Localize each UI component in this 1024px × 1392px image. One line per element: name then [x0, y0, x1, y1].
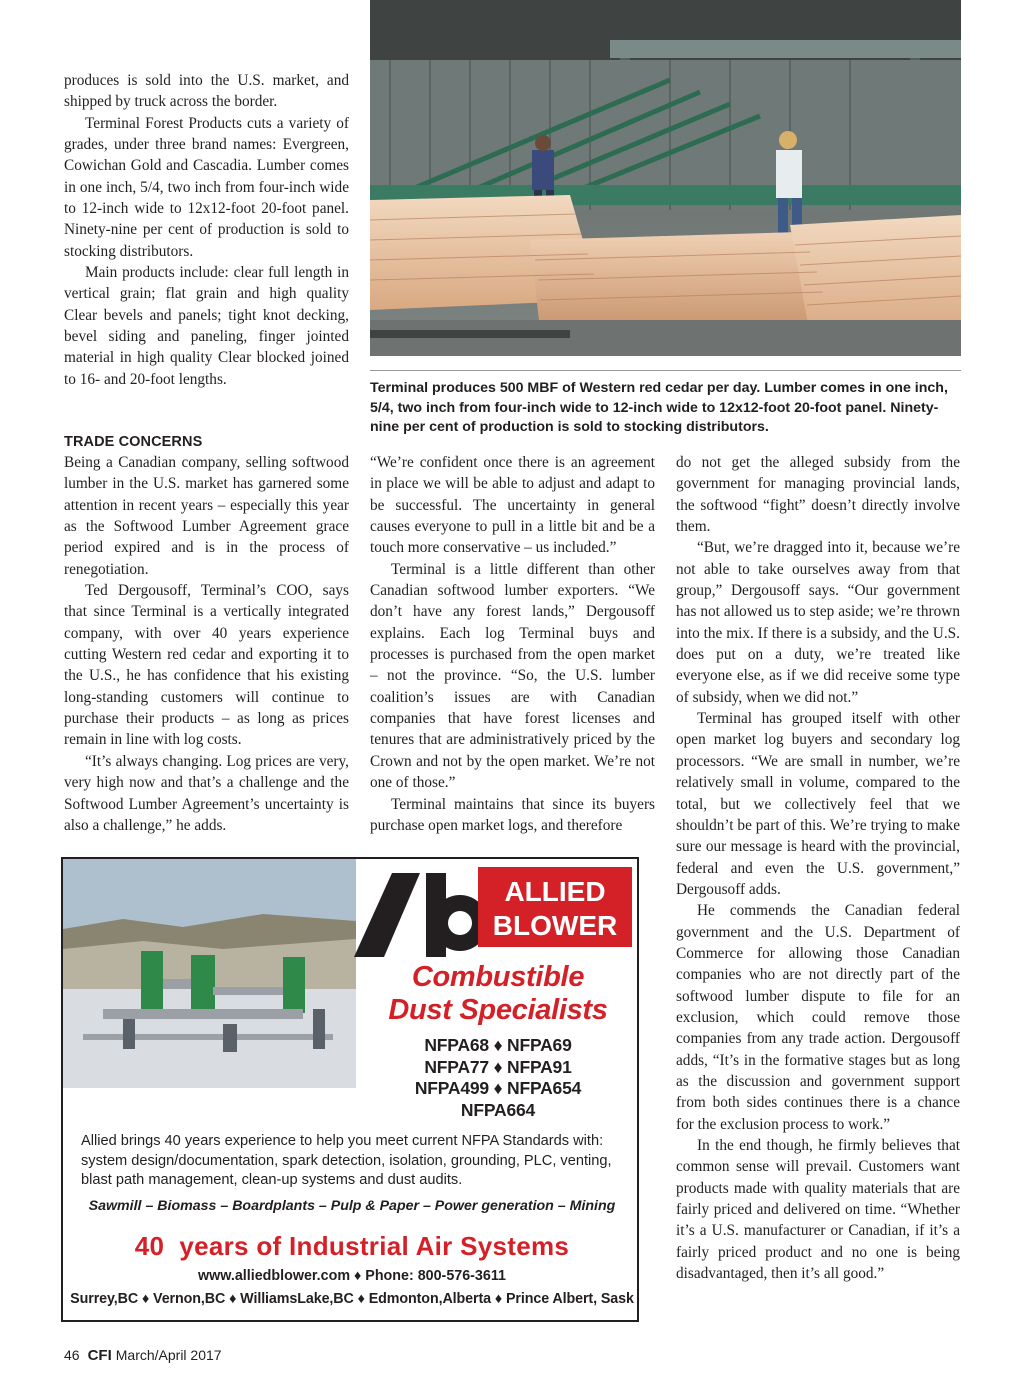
paragraph: In the end though, he firmly believes that common sense will prevail. Customers want products made with quality materials that are fairly priced and delivered on time. “Whether it’s a U.S. manufacturer or Canadian, if it’s a fairly priced product and no one is being disadvantaged, then it’s all good.”: [676, 1137, 960, 1283]
article-column-1-top: [64, 70, 349, 390]
ad-nfpa-standards: [373, 1035, 623, 1121]
ad-headline-line-1: Combustible: [411, 961, 585, 993]
standards-line: NFPA664: [460, 1099, 536, 1120]
sawmill-photo: [370, 0, 961, 356]
article-column-1-bottom: [64, 434, 349, 836]
paragraph: He commends the Canadian federal government and the U.S. Department of Commerce for allowing those Canadian companies who are not directly part of the softwood lumber dispute to file for an exclusion, which could remove those companies from any trade action. Dergousoff adds, “It’s in the formative stages but as long as the discussion and government support from both sides continues there is a chance for the exclusion process to work.”: [676, 902, 960, 1133]
ad-facility-photo: [63, 859, 356, 1088]
standards-line: NFPA499 ♦ NFPA654: [414, 1078, 582, 1099]
ad-headline: [363, 961, 633, 1027]
standards-line: NFPA77 ♦ NFPA91: [424, 1056, 572, 1077]
section-heading: TRADE CONCERNS: [64, 434, 203, 450]
issue-date: March/April 2017: [115, 1347, 222, 1363]
paragraph: “We’re confident once there is an agreement in place we will be able to adjust and adapt to be successful. The uncertainty in general causes everyone to pull in a little bit and be a touch more conservative – us included.”: [370, 454, 655, 557]
paragraph: Terminal Forest Products cuts a variety of grades, under three brand names: Evergreen, Cowichan Gold and Cascadia. Lumber comes in one inch, 5/4, two inch from four-inch wide to 12-inch wide to 12x12-foot 20-foot panel. Ninety-nine per cent of production is sold to stocking distributors.: [64, 114, 349, 260]
paragraph: Terminal is a little different than other Canadian softwood lumber exporters. “We don’t have any forest lands,” Dergousoff explains. Each log Terminal buys and processes is purchased from the open market – not the province. “So, the U.S. lumber coalition’s issues are with Canadian companies that have forest licenses and tenures that are administratively priced by the Crown and not by the open market. We’re not one of those.”: [370, 560, 655, 792]
paragraph: Terminal has grouped itself with other open market log buyers and secondary log processors. “We are small in number, we’re relatively small in volume, compared to the total, but we collectively feel that we shouldn’t be part of this. We’re trying to make sure our message is heard with the provincial, federal and even the U.S. government,” Dergousoff adds.: [676, 710, 960, 898]
paragraph: do not get the alleged subsidy from the government for managing provincial lands, the softwood “fight” doesn’t directly involve them.: [676, 454, 960, 536]
ad-brand-line-1: ALLIED: [504, 876, 606, 907]
page-footer: [64, 1347, 222, 1364]
paragraph: Being a Canadian company, selling softwood lumber in the U.S. market has garnered some attention in recent years – especially this year as the Softwood Lumber Agreement grace period expired and is in the process of renegotiation.: [64, 454, 349, 578]
page-number: 46: [64, 1347, 80, 1363]
ad-brand-line-2: BLOWER: [492, 910, 618, 941]
publication-name: CFI: [87, 1347, 112, 1364]
caption-rule: [370, 370, 961, 371]
paragraph: produces is sold into the U.S. market, and shipped by truck across the border.: [64, 72, 349, 111]
article-column-2: [370, 452, 655, 836]
paragraph: Ted Dergousoff, Terminal’s COO, says that since Terminal is a vertically integrated company, with over 40 years experience cutting Western red cedar and exporting it to the U.S., he has confidence that his existing long-standing customers will continue to purchase their products – as long as prices remain in line with log costs.: [64, 582, 349, 749]
ad-body-text: Allied brings 40 years experience to help you meet current NFPA Standards with: system design/documentation, spark detection, isolation, grounding, PLC, venting, blast path management, clean-up systems and dust audits.: [81, 1133, 612, 1188]
paragraph: “It’s always changing. Log prices are very, very high now and that’s a challenge and the Softwood Lumber Agreement’s uncertainty is also a challenge,” he adds.: [64, 752, 349, 834]
paragraph: Terminal maintains that since its buyers purchase open market logs, and therefore: [370, 795, 655, 834]
allied-blower-advertisement: [61, 857, 639, 1322]
allied-blower-logo: [354, 867, 632, 960]
photo-caption: Terminal produces 500 MBF of Western red cedar per day. Lumber comes in one inch, 5/4, two inch from four-inch wide to 12-inch wide to 12x12-foot 20-foot panel. Ninety-nine per cent of production is sold to stocking distributors.: [370, 380, 948, 436]
paragraph: “But, we’re dragged into it, because we’re not able to take ourselves away from that group,” Dergousoff says. “Our government has not allowed us to step aside; we’re thrown into the mix. If there is a subsidy, and the U.S. does put on a duty, we’re treated like everyone else, as if we did receive some type of subsidy, when we did not.”: [676, 539, 960, 706]
article-column-3: [676, 452, 960, 1284]
ad-tagline: 40 years of Industrial Air Systems: [134, 1231, 570, 1261]
standards-line: NFPA68 ♦ NFPA69: [424, 1035, 572, 1055]
ad-headline-line-2: Dust Specialists: [388, 994, 608, 1026]
paragraph: Main products include: clear full length in vertical grain; flat grain and high quality Clear bevels and panels; tight knot decking, bevel siding and paneling, finger jointed material in high quality Clear blocked joined to 16- and 20-foot lengths.: [64, 264, 349, 388]
ad-locations: Surrey,BC ♦ Vernon,BC ♦ WilliamsLake,BC ♦ Edmonton,Alberta ♦ Prince Albert, Sask: [70, 1291, 634, 1307]
ad-industry-sectors: Sawmill – Biomass – Boardplants – Pulp & Paper – Power generation – Mining: [88, 1198, 616, 1214]
ad-contact-info[interactable]: www.alliedblower.com ♦ Phone: 800-576-3611: [198, 1268, 506, 1284]
